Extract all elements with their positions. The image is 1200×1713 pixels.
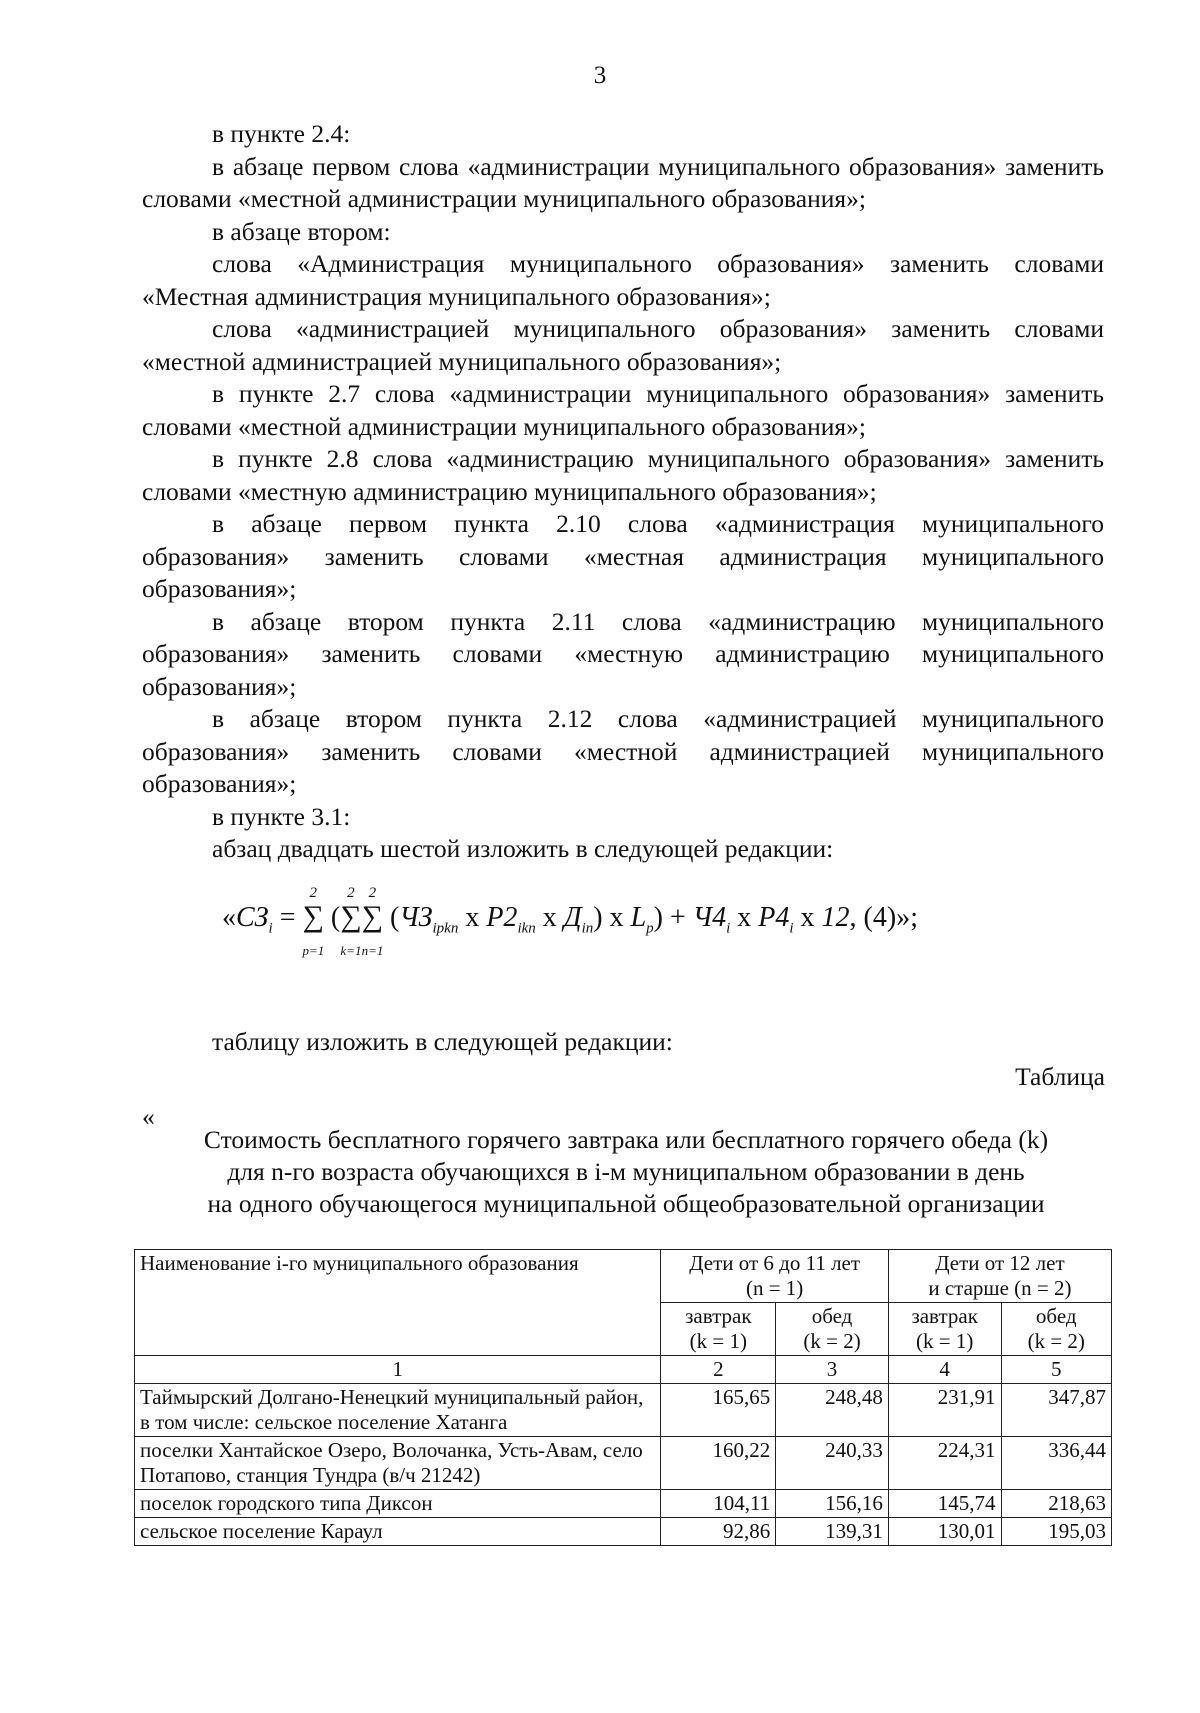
- header-text: (k = 2): [1027, 1329, 1085, 1353]
- open-quote: «: [142, 1102, 155, 1131]
- paragraph: абзац двадцать шестой изложить в следующей редакции:: [212, 834, 834, 863]
- header-lunch-1: [776, 1303, 889, 1356]
- sum-n-bottom: n=1: [361, 943, 384, 958]
- formula-term: P2: [486, 902, 518, 933]
- paren: (: [330, 902, 341, 933]
- header-breakfast-1: [661, 1303, 776, 1356]
- formula-term: 12: [821, 902, 850, 933]
- header-group-1: [661, 1250, 888, 1303]
- formula-tail: , (4)»;: [849, 902, 918, 933]
- instruction-table: таблицу изложить в следующей редакции:: [212, 1027, 673, 1056]
- header-text: (k = 1): [689, 1329, 747, 1353]
- row-name: поселок городского типа Диксон: [135, 1490, 661, 1518]
- row-value: 240,33: [776, 1437, 889, 1490]
- formula-sub: p: [646, 920, 654, 937]
- formula-term: L: [630, 902, 647, 933]
- sigma: ∑: [361, 900, 384, 933]
- formula-op: ) +: [653, 902, 693, 933]
- header-group-2-line: и старше (n = 2): [928, 1276, 1072, 1300]
- header-text: завтрак: [685, 1304, 752, 1328]
- formula-lhs-sub: i: [268, 920, 273, 937]
- formula-op: ) х: [593, 902, 631, 933]
- paragraph: в пункте 3.1:: [212, 801, 351, 831]
- sum-p-bottom: p=1: [302, 943, 325, 958]
- header-text: обед: [1035, 1304, 1077, 1328]
- formula-term: Д: [563, 902, 582, 933]
- paragraph: в абзаце первом слова «администрации муниципального образования» заменить словами «местной администрации муниципального образования»;: [142, 151, 1104, 213]
- body-text: [142, 118, 1104, 866]
- table-header-row: [135, 1250, 1112, 1303]
- row-value: 195,03: [1001, 1518, 1112, 1546]
- column-number: 1: [135, 1356, 661, 1384]
- formula-sub: i: [726, 920, 731, 937]
- row-value: 104,11: [661, 1490, 776, 1518]
- formula-sub: i: [789, 920, 794, 937]
- sum-p-top: 2: [309, 885, 317, 901]
- sum-n: [361, 885, 384, 958]
- paragraph: в пункте 2.7 слова «администрации муниципального образования» заменить словами «местной администрации муниципального образования»;: [142, 379, 1104, 441]
- table-row: [135, 1437, 1112, 1490]
- column-number: 2: [661, 1356, 776, 1384]
- table-row: [135, 1518, 1112, 1546]
- formula-term: Ч4: [692, 902, 727, 933]
- paragraph: в абзаце втором пункта 2.12 слова «администрацией муниципального образования» заменить словами «местной администрацией муниципального образования»;: [142, 704, 1104, 798]
- row-value: 218,63: [1001, 1490, 1112, 1518]
- paragraph: в абзаце первом пункта 2.10 слова «администрация муниципального образования» заменить словами «местная администрация муниципального образования»;: [142, 509, 1104, 603]
- row-value: 224,31: [888, 1437, 1001, 1490]
- formula-term: ЧЗ: [399, 902, 433, 933]
- formula-lhs: СЗ: [236, 902, 269, 933]
- row-value: 139,31: [776, 1518, 889, 1546]
- row-name: поселки Хантайское Озеро, Волочанка, Усть-Авам, село Потапово, станция Тундра (в/ч 21242): [135, 1437, 661, 1490]
- table-row: [135, 1490, 1112, 1518]
- column-number-row: [135, 1356, 1112, 1384]
- row-value: 130,01: [888, 1518, 1001, 1546]
- formula-sub: in: [581, 920, 594, 937]
- sum-k-top: 2: [347, 885, 355, 901]
- column-number: 5: [1001, 1356, 1112, 1384]
- caption-line: на одного обучающегося муниципальной общеобразовательной организации: [207, 1189, 1045, 1218]
- header-text: обед: [811, 1304, 853, 1328]
- row-value: 156,16: [776, 1490, 889, 1518]
- formula-op: х: [535, 902, 564, 933]
- row-value: 231,91: [888, 1384, 1001, 1437]
- row-value: 165,65: [661, 1384, 776, 1437]
- sum-p: [302, 885, 325, 958]
- formula-open-quote: «: [222, 902, 236, 933]
- sum-k: [340, 885, 362, 958]
- paragraph: слова «администрацией муниципального образования» заменить словами «местной администрацией муниципального образования»;: [142, 314, 1104, 376]
- formula-op: х: [730, 902, 759, 933]
- paren: (: [390, 902, 400, 933]
- paragraph: в пункте 2.4:: [212, 119, 351, 148]
- caption-line: Стоимость бесплатного горячего завтрака или бесплатного горячего обеда (k): [203, 1125, 1049, 1154]
- header-group-2-line: Дети от 12 лет: [935, 1251, 1065, 1275]
- sum-k-bottom: k=1: [340, 943, 362, 958]
- formula-sub: ikn: [517, 920, 536, 937]
- header-group-1-line: Дети от 6 до 11 лет: [689, 1251, 861, 1275]
- header-lunch-2: [1001, 1303, 1112, 1356]
- formula-op: х: [793, 902, 822, 933]
- formula-sub: ipkn: [432, 920, 459, 937]
- formula-equals: =: [272, 902, 303, 933]
- table-label: Таблица: [1015, 1062, 1105, 1091]
- table-caption: [0, 1124, 1200, 1220]
- page-number: 3: [593, 62, 607, 89]
- formula-op: х: [458, 902, 487, 933]
- header-text: завтрак: [911, 1304, 978, 1328]
- formula: [222, 885, 918, 958]
- cost-table: [134, 1249, 1112, 1546]
- paragraph: в абзаце втором:: [212, 216, 391, 246]
- header-name: Наименование i-го муниципального образования: [135, 1250, 661, 1356]
- header-group-1-line: (n = 1): [745, 1276, 804, 1300]
- sum-n-top: 2: [368, 885, 377, 901]
- row-value: 336,44: [1001, 1437, 1112, 1490]
- row-value: 160,22: [661, 1437, 776, 1490]
- sigma: ∑: [340, 900, 362, 933]
- sigma: ∑: [302, 900, 324, 933]
- caption-line: для n-го возраста обучающихся в i-м муниципальном образовании в день: [227, 1157, 1025, 1186]
- header-breakfast-2: [888, 1303, 1001, 1356]
- row-value: 347,87: [1001, 1384, 1112, 1437]
- table-row: [135, 1384, 1112, 1437]
- header-group-2: [888, 1250, 1111, 1303]
- row-value: 248,48: [776, 1384, 889, 1437]
- paragraph: в абзаце втором пункта 2.11 слова «администрацию муниципального образования» заменить словами «местную администрацию муниципального образования»;: [142, 606, 1104, 701]
- paragraph: слова «Администрация муниципального образования» заменить словами «Местная администрация муниципального образования»;: [142, 249, 1104, 311]
- header-text: (k = 2): [803, 1329, 861, 1353]
- column-number: 3: [776, 1356, 889, 1384]
- row-name: Таймырский Долгано-Ненецкий муниципальный район, в том числе: сельское поселение Хатанга: [135, 1384, 661, 1437]
- row-name: сельское поселение Караул: [135, 1518, 661, 1546]
- formula-term: P4: [758, 902, 790, 933]
- paragraph: в пункте 2.8 слова «администрацию муниципального образования» заменить словами «местную администрацию муниципального образования»;: [142, 444, 1104, 506]
- row-value: 92,86: [661, 1518, 776, 1546]
- column-number: 4: [888, 1356, 1001, 1384]
- header-text: (k = 1): [916, 1329, 974, 1353]
- row-value: 145,74: [888, 1490, 1001, 1518]
